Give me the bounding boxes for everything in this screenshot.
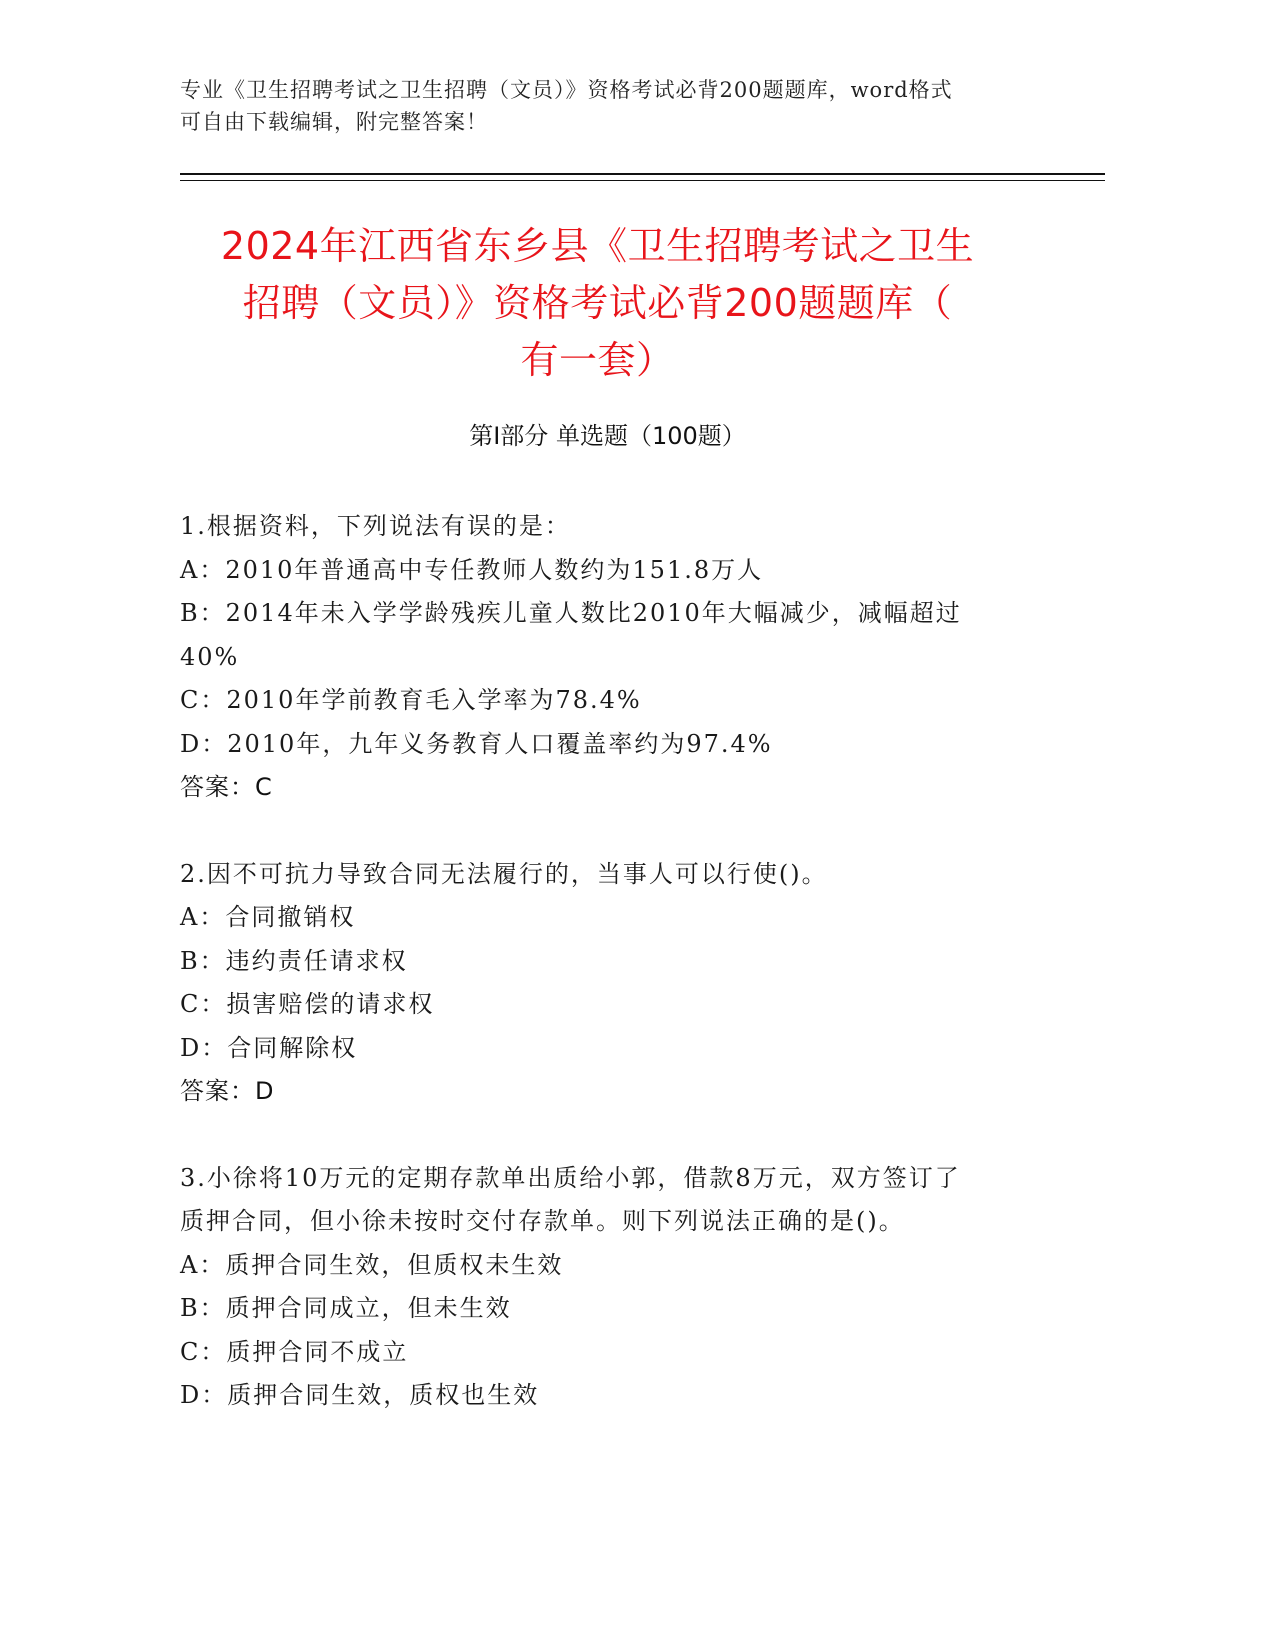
header-note (180, 74, 1060, 138)
question-item (180, 853, 1060, 1114)
question-item (180, 505, 1060, 810)
document-title (160, 218, 1035, 389)
option-a: A：2010年普通高中专任教师人数约为151.8万人 (180, 555, 764, 584)
question-stem-continued: 质押合同，但小徐未按时交付存款单。则下列说法正确的是()。 (180, 1207, 905, 1235)
option-c: C：2010年学前教育毛入学率为78.4% (180, 686, 642, 714)
document-title-line-2: 招聘（文员）》资格考试必背200题题库（ (242, 281, 953, 325)
answer-label: 答案：D (180, 1077, 275, 1105)
answer-label: 答案：C (180, 773, 273, 801)
option-a: A：合同撤销权 (180, 903, 356, 931)
section-heading: 第Ⅰ部分 单选题（100题） (469, 422, 746, 450)
question-item (180, 1157, 1060, 1418)
option-b: B：质押合同成立，但未生效 (180, 1294, 512, 1322)
header-note-line-1: 专业《卫生招聘考试之卫生招聘（文员）》资格考试必背200题题库，word格式 (180, 78, 953, 102)
question-stem: 1.根据资料，下列说法有误的是： (180, 512, 571, 540)
option-d: D：2010年，九年义务教育人口覆盖率约为97.4% (180, 729, 773, 758)
option-b-continued: 40% (180, 642, 240, 671)
option-c: C：损害赔偿的请求权 (180, 990, 435, 1018)
option-b: B：2014年未入学学龄残疾儿童人数比2010年大幅减少，减幅超过 (180, 599, 962, 627)
option-c: C：质押合同不成立 (180, 1337, 409, 1366)
option-d: D：合同解除权 (180, 1033, 358, 1062)
option-d: D：质押合同生效，质权也生效 (180, 1381, 540, 1409)
question-stem: 2.因不可抗力导致合同无法履行的，当事人可以行使()。 (180, 859, 828, 888)
header-divider-thick (180, 173, 1105, 175)
option-b: B：违约责任请求权 (180, 946, 408, 975)
header-note-line-2: 可自由下载编辑，附完整答案！ (180, 110, 488, 134)
option-a: A：质押合同生效，但质权未生效 (180, 1250, 564, 1279)
header-divider-thin (180, 180, 1105, 181)
question-list (180, 505, 1060, 1461)
document-title-line-1: 2024年江西省东乡县《卫生招聘考试之卫生 (220, 224, 975, 268)
document-title-line-3: 有一套） (520, 338, 675, 382)
question-stem: 3.小徐将10万元的定期存款单出质给小郭，借款8万元，双方签订了 (180, 1163, 961, 1192)
